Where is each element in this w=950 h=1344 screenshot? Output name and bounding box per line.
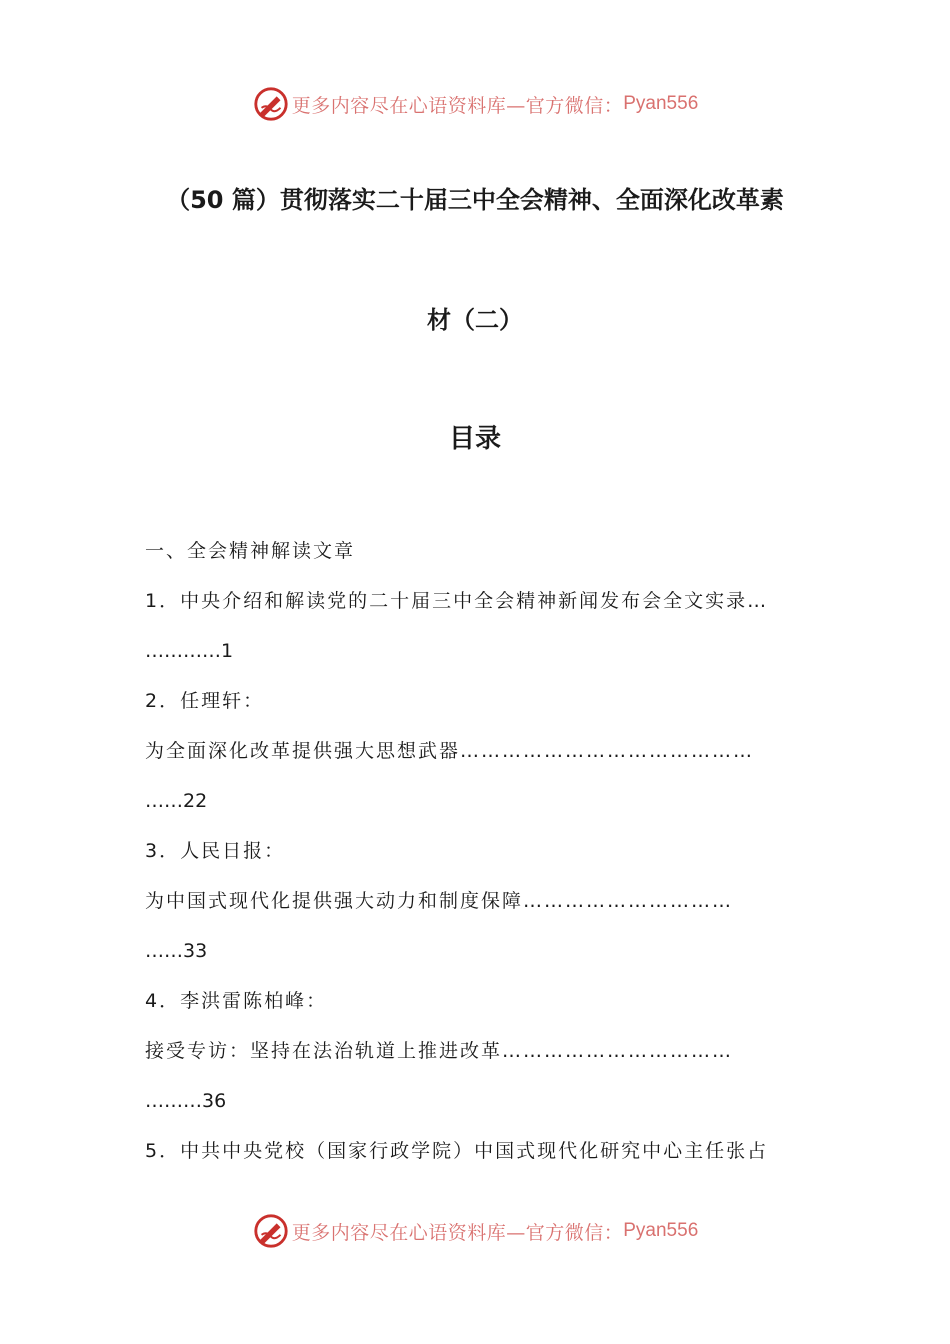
toc-item-2-page[interactable]: ……22 xyxy=(145,790,208,812)
document-title-line1: （50 篇）贯彻落实二十届三中全会精神、全面深化改革素 xyxy=(166,186,784,214)
toc-item-4-author[interactable]: 4．李洪雷陈柏峰： xyxy=(145,990,328,1012)
pen-logo-icon xyxy=(252,1212,290,1250)
toc-item-1-page[interactable]: …………1 xyxy=(145,640,234,662)
watermark-banner-bottom xyxy=(0,1209,950,1253)
toc-item-2-title[interactable]: 为全面深化改革提供强大思想武器…………………………………… xyxy=(145,740,755,762)
toc-heading: 目录 xyxy=(448,424,501,454)
table-of-contents xyxy=(145,534,810,1184)
banner-contact: Pyan556 xyxy=(623,93,699,114)
toc-item-4-title[interactable]: 接受专访：坚持在法治轨道上推进改革…………………………… xyxy=(145,1040,734,1062)
banner-contact: Pyan556 xyxy=(623,1220,699,1241)
banner-text: 更多内容尽在心语资料库—官方微信： xyxy=(291,1221,624,1244)
toc-item-4-page[interactable]: ………36 xyxy=(145,1090,227,1112)
toc-item-2-author[interactable]: 2．任理轩： xyxy=(145,690,265,712)
pen-logo-icon xyxy=(252,85,290,123)
toc-section-heading: 一、全会精神解读文章 xyxy=(145,540,356,562)
toc-item-1-title[interactable]: 1．中央介绍和解读党的二十届三中全会精神新闻发布会全文实录… xyxy=(145,590,769,612)
toc-item-3-title[interactable]: 为中国式现代化提供强大动力和制度保障………………………… xyxy=(145,890,734,912)
document-title-line2: 材（二） xyxy=(427,306,523,334)
watermark-banner-top xyxy=(0,82,950,126)
toc-item-5-title[interactable]: 5．中共中央党校（国家行政学院）中国式现代化研究中心主任张占 xyxy=(145,1140,769,1162)
banner-text: 更多内容尽在心语资料库—官方微信： xyxy=(291,94,624,117)
toc-item-3-author[interactable]: 3．人民日报： xyxy=(145,840,286,862)
toc-item-3-page[interactable]: ……33 xyxy=(145,940,208,962)
